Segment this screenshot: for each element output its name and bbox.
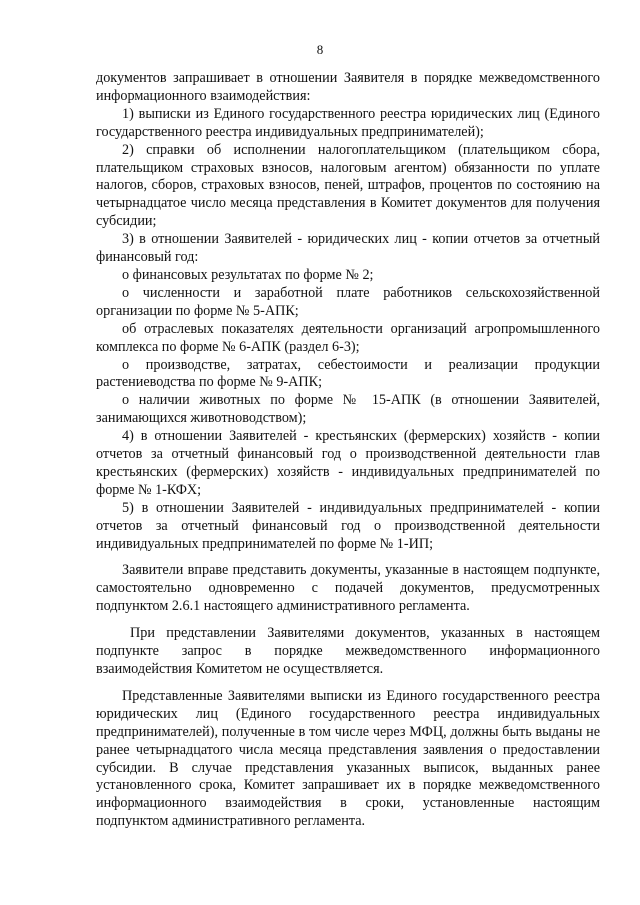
paragraph-item-4: 4) в отношении Заявителей - крестьянских (фермерских) хозяйств - копии отчетов за отчетный финансовый год о производственной деятельности глав крестьянских (фермерских) хозяйств - индивидуальных предпринимателей по форме № 1-КФХ; (96, 428, 600, 498)
page-number: 8 (316, 42, 324, 57)
paragraph-applicants-right: Заявители вправе представить документы, указанные в настоящем подпункте, самостоятельно одновременно с подачей документов, предусмотренных подпунктом 2.6.1 настоящего административного регламента. (96, 562, 600, 615)
paragraph-form-15-apk: о наличии животных по форме № 15-АПК (в отношении Заявителей, занимающихся животноводством); (96, 392, 600, 427)
document-body (96, 70, 600, 831)
paragraph-form-5-apk: о численности и заработной плате работников сельскохозяйственной организации по форме № 5-АПК; (96, 284, 600, 319)
paragraph-intro: документов запрашивает в отношении Заявителя в порядке межведомственного информационного взаимодействия: (96, 70, 600, 104)
paragraph-no-request: При представлении Заявителями документов, указанных в настоящем подпункте запрос в порядке межведомственного информационного взаимодействия Комитетом не осуществляется. (96, 625, 600, 677)
paragraph-form-9-apk: о производстве, затратах, себестоимости и реализации продукции растениеводства по форме № 9-АПК; (96, 356, 600, 391)
paragraph-item-1: 1) выписки из Единого государственного реестра юридических лиц (Единого государственного реестра индивидуальных предпринимателей); (96, 105, 600, 140)
paragraph-item-3: 3) в отношении Заявителей - юридических лиц - копии отчетов за отчетный финансовый год: (96, 231, 600, 266)
paragraph-extracts: Представленные Заявителями выписки из Единого государственного реестра юридических лиц (Единого государственного реестра индивидуальных предпринимателей), полученные в том числе через МФЦ, должны быть выданы не ранее четырнадцатого числа месяца представления заявления о предоставлении субсидии. В случае представления указанных выписок, выданных ранее установленного срока, Комитет запрашивает их в порядке межведомственного информационного взаимодействия в сроки, установленные настоящим подпунктом административного регламента. (96, 687, 600, 830)
paragraph-item-2: 2) справки об исполнении налогоплательщиком (плательщиком сбора, плательщиком страховых взносов, налоговым агентом) обязанности по уплате налогов, сборов, страховых взносов, пеней, штрафов, процентов по состоянию на четырнадцатое число месяца представления в Комитет документов для получения субсидии; (96, 141, 600, 230)
paragraph-item-5: 5) в отношении Заявителей - индивидуальных предпринимателей - копии отчетов за отчетный финансовый год о производственной деятельности индивидуальных предпринимателей по форме № 1-ИП; (96, 499, 600, 552)
paragraph-form-2: о финансовых результатах по форме № 2; (122, 266, 374, 283)
paragraph-form-6-apk: об отраслевых показателях деятельности организаций агропромышленного комплекса по форме № 6-АПК (раздел 6-3); (96, 320, 600, 355)
